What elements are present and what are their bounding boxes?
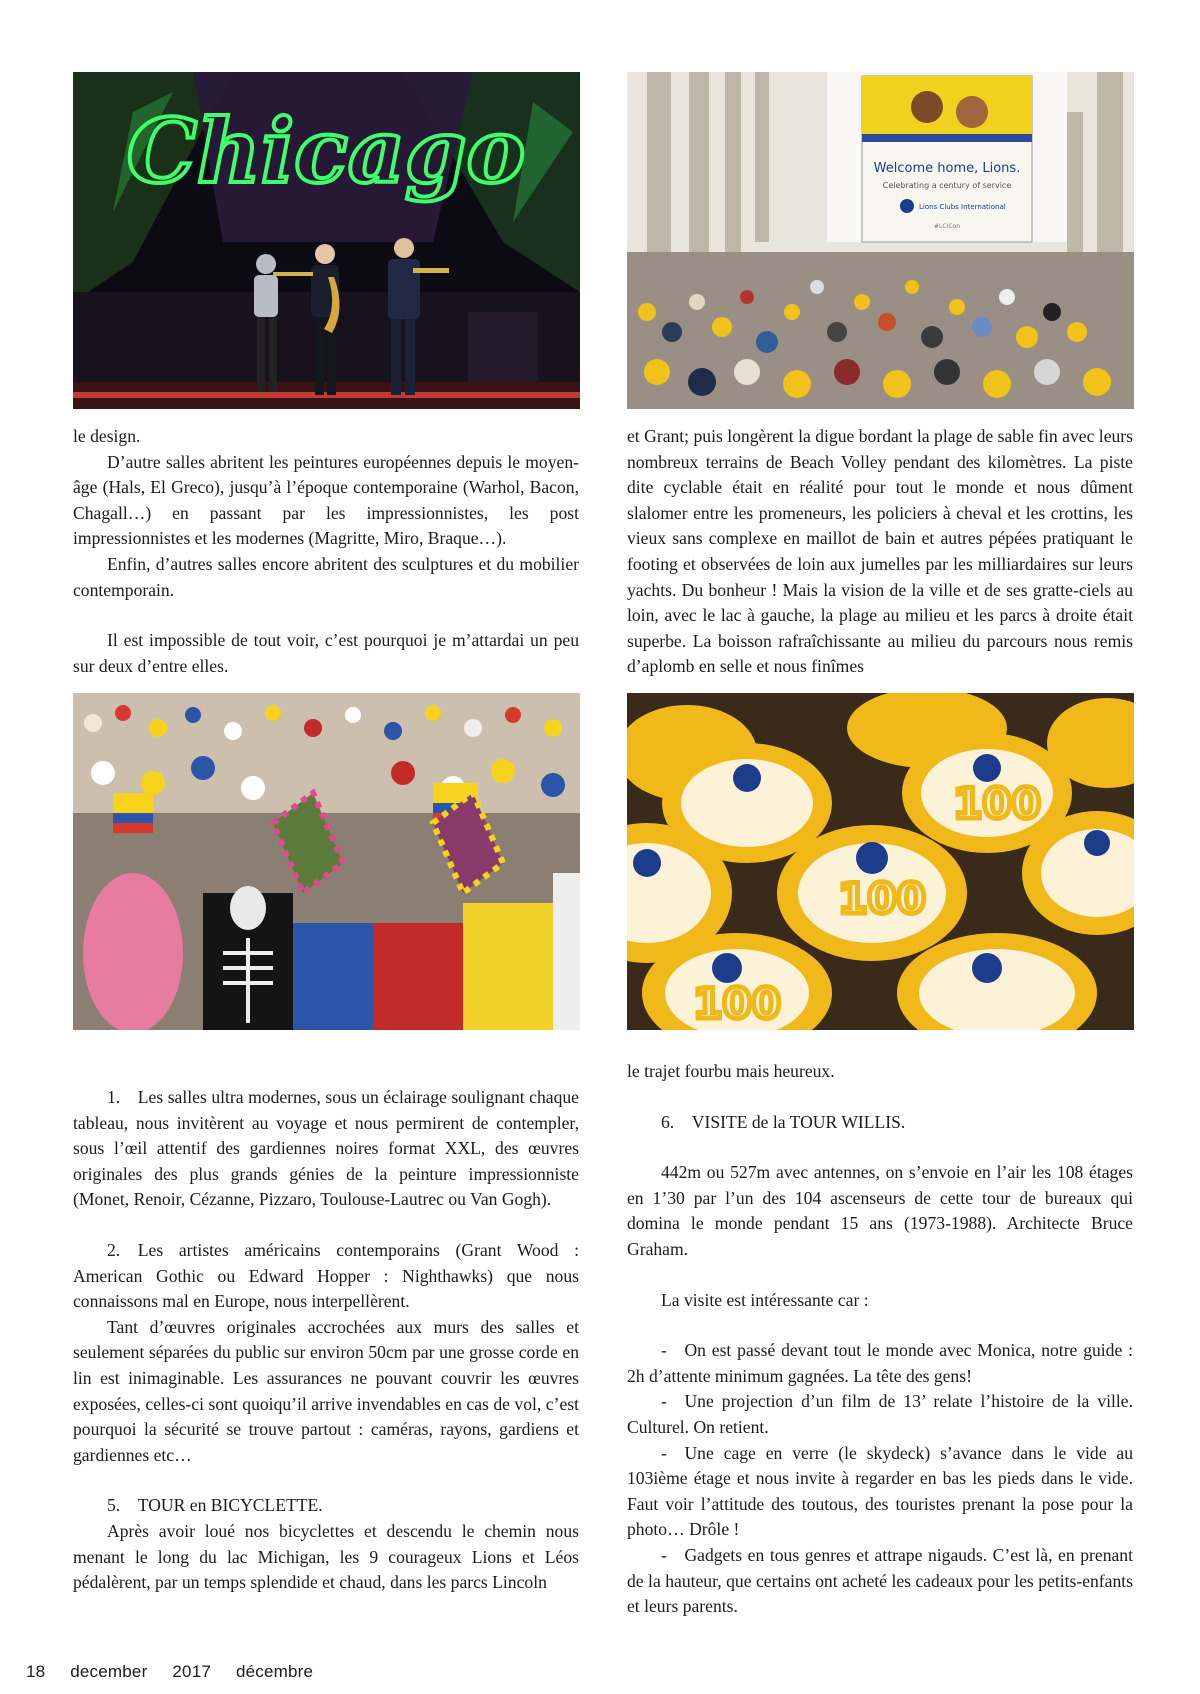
paragraph: le trajet fourbu mais heureux. bbox=[627, 1061, 835, 1081]
section-heading: 6. VISITE de la TOUR WILLIS. bbox=[661, 1111, 906, 1132]
paragraph: Après avoir loué nos bicyclettes et descendu le chemin nous menant le long du lac Michigan, les 9 courageux Lions et Léos pédalèrent, par un temps splendide et chaud, dans les parcs Lincoln bbox=[73, 1520, 579, 1593]
convention-photo bbox=[627, 72, 1134, 409]
column-left-top bbox=[73, 424, 579, 679]
list-item: 1. Les salles ultra modernes, sous un éclairage soulignant chaque tableau, nous invitèrent au voyage et nous permirent de contempler, sous l’œil attentif des gardiennes noires format XXL, des œuvres originales des plus grands génies de la peinture impressionniste (Monet, Renoir, Cézanne, Pizzaro, Toulouse-Lautrec ou Van Gogh). bbox=[73, 1087, 579, 1210]
bullet-item: - Une cage en verre (le skydeck) s’avance dans le vide au 103ième étage et nous invite à regarder en bas les pieds dans le vide. Faut voir l’attitude des toutous, des touristes prenant la pose pour la photo… Drôle ! bbox=[627, 1442, 1133, 1540]
paragraph: et Grant; puis longèrent la digue bordant la plage de sable fin avec leurs nombreux terrains de Beach Volley pendant des kilomètres. La piste dite cyclable était en réalité pour tout le monde et nous dûment slalomer entre les promeneurs, les policiers à cheval et les crottins, les vieux sans complexe en maillot de bain et autres pépées pratiquant le footing et observées de loin aux jumelles par les milliardaires sur leurs yachts. Du bonheur ! Mais la vision de la ville et de ses gratte-ciels au loin, avec le lac à gauche, la plage au milieu et les parcs à droite était superbe. La boisson rafraîchissante au milieu du parcours nous remis d’aplomb en selle et nous finîmes bbox=[627, 426, 1133, 677]
paragraph: La visite est intéressante car : bbox=[661, 1289, 869, 1310]
column-right-top bbox=[627, 424, 1133, 680]
svg-text:Welcome home, Lions.: Welcome home, Lions. bbox=[873, 161, 1021, 176]
paragraph: Il est impossible de tout voir, c’est pourquoi je m’attardai un peu sur deux d’entre elles. bbox=[73, 630, 579, 676]
column-right-bottom bbox=[627, 1059, 1133, 1620]
column-left-bottom bbox=[73, 1085, 579, 1596]
concert-photo bbox=[73, 72, 580, 409]
footer-month-en: december bbox=[70, 1662, 148, 1681]
parade-photo bbox=[73, 693, 580, 1030]
paragraph: Enfin, d’autres salles encore abritent des sculptures et du mobilier contemporain. bbox=[73, 553, 579, 600]
paragraph: Tant d’œuvres originales accrochées aux murs des salles et seulement séparées du public sur environ 50cm par une grosse corde en lin est inimaginable. Les assurances ne pouvant couvrir les œuvres exposées, celles-ci sont quoiqu’il arrive invendables en cas de vol, c’est pourquoi la sécurité se trouve partout : caméras, rayons, gardiens et gardiennes etc… bbox=[73, 1316, 579, 1465]
page-number: 18 bbox=[26, 1662, 46, 1681]
list-item: 2. Les artistes américains contemporains (Grant Wood : American Gothic ou Edward Hopper : Nighthawks) que nous connaissons mal en Europe, nous interpellèrent. bbox=[73, 1239, 579, 1312]
paragraph: 442m ou 527m avec antennes, on s’envoie en l’air les 108 étages en 1’30 par l’un des 104 ascenseurs de cette tour de bureaux qui domina le monde pendant 15 ans (1973-1988). Architecte Bruce Graham. bbox=[627, 1162, 1133, 1259]
svg-text:100: 100 bbox=[693, 979, 781, 1028]
page-footer bbox=[26, 1662, 333, 1682]
bullet-item: - Gadgets en tous genres et attrape nigauds. C’est là, en prenant de la hauteur, que certains ont acheté les cadeaux pour les petits-enfants et leurs parents. bbox=[627, 1544, 1133, 1617]
section-heading: 5. TOUR en BICYCLETTE. bbox=[107, 1495, 323, 1516]
paragraph: le design. bbox=[73, 426, 141, 446]
paragraph: D’autre salles abritent les peintures européennes depuis le moyen-âge (Hals, El Greco), jusqu’à l’époque contemporaine (Warhol, Bacon, Chagall…) en passant par les impressionnistes, les post impressionnistes et les modernes (Magritte, Miro, Braque…). bbox=[73, 451, 579, 549]
bullet-item: - Une projection d’un film de 13’ relate l’histoire de la ville. Culturel. On retient. bbox=[627, 1391, 1133, 1437]
svg-text:Chicago: Chicago bbox=[126, 99, 526, 203]
svg-text:Celebrating a century of servi: Celebrating a century of service bbox=[882, 181, 1012, 190]
cupcakes-photo bbox=[627, 693, 1134, 1030]
svg-text:Lions Clubs International: Lions Clubs International bbox=[919, 203, 1006, 211]
footer-month-fr: décembre bbox=[235, 1662, 314, 1681]
svg-text:100: 100 bbox=[953, 779, 1041, 828]
bullet-item: - On est passé devant tout le monde avec Monica, notre guide : 2h d’attente minimum gagnées. La tête des gens! bbox=[627, 1340, 1133, 1386]
svg-text:#LCICon: #LCICon bbox=[934, 223, 960, 230]
footer-year: 2017 bbox=[172, 1662, 212, 1681]
svg-text:100: 100 bbox=[838, 874, 926, 923]
